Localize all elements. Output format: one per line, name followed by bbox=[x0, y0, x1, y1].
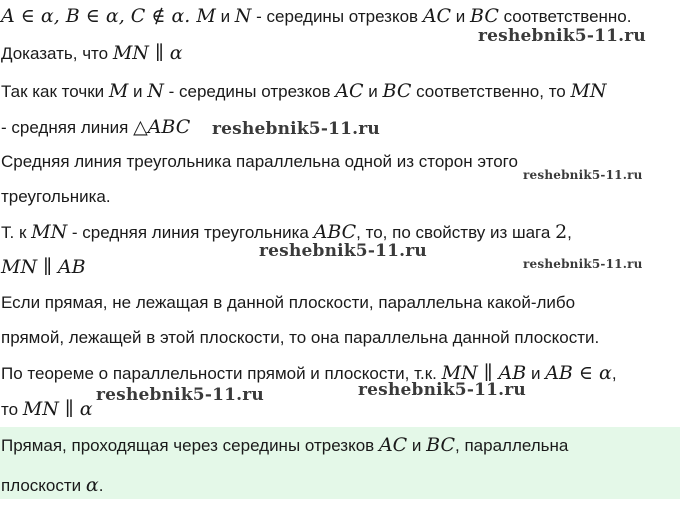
watermark: reshebnik5-11.ru bbox=[96, 385, 264, 405]
step2-line-1: Средняя линия треугольника параллельна одной из сторон этого bbox=[1, 152, 518, 171]
given-math-4: BC bbox=[470, 5, 499, 27]
conclusion-line2-text: плоскости bbox=[1, 476, 86, 495]
conclusion-math-1: AC bbox=[378, 434, 408, 456]
conclusion-line-2 bbox=[1, 474, 103, 498]
step1-math-2: N bbox=[147, 80, 164, 102]
step3-text-3: , то, по свойству из шага bbox=[356, 223, 556, 242]
conclusion-text-1: Прямая, проходящая через середины отрезков bbox=[1, 436, 379, 455]
step3-math-1: MN bbox=[31, 221, 68, 243]
step3-line-2 bbox=[1, 256, 86, 280]
step5-text-2: , bbox=[611, 364, 617, 383]
conclusion-line-1 bbox=[1, 434, 568, 458]
step3-text-2: - средняя линия треугольника bbox=[67, 223, 314, 242]
step3-line2-math: MN ∥ AB bbox=[1, 256, 86, 278]
given-text-2: соответственно. bbox=[498, 7, 632, 26]
watermark: reshebnik5-11.ru bbox=[259, 241, 427, 261]
step1-line2-math: △ABC bbox=[133, 116, 191, 138]
step3-text-1: Т. к bbox=[1, 223, 32, 242]
step1-line2-text: - средняя линия bbox=[1, 118, 134, 137]
step5-text-1: По теореме о параллельности прямой и плоскости, т.к. bbox=[1, 364, 442, 383]
step3-math-3: 2 bbox=[555, 221, 568, 243]
conclusion-line2-math: α bbox=[85, 474, 99, 496]
prove-math: MN ∥ α bbox=[112, 42, 183, 64]
step1-math-1: M bbox=[108, 80, 129, 102]
step2-line-2: треугольника. bbox=[1, 187, 111, 206]
watermark: reshebnik5-11.ru bbox=[358, 380, 526, 400]
step1-and-2: и bbox=[363, 82, 383, 101]
conclusion-text-2: , параллельна bbox=[455, 436, 569, 455]
step1-line-2 bbox=[1, 116, 190, 140]
given-math-3: AC bbox=[422, 5, 452, 27]
watermark: reshebnik5-11.ru bbox=[523, 168, 643, 182]
step1-text-1: Так как точки bbox=[1, 82, 109, 101]
given-and-2: и bbox=[451, 7, 471, 26]
conclusion-math-2: BC bbox=[426, 434, 456, 456]
step1-text-3: соответственно, то bbox=[411, 82, 571, 101]
given-math-1: A ∈ α, B ∈ α, C ∉ α. M bbox=[1, 5, 216, 27]
step3-math-2: ABC bbox=[313, 221, 357, 243]
step5-math-1: MN ∥ AB bbox=[441, 362, 527, 384]
given-text-1: - середины отрезков bbox=[251, 7, 423, 26]
watermark: reshebnik5-11.ru bbox=[523, 257, 643, 271]
step1-and-1: и bbox=[128, 82, 148, 101]
given-and-1: и bbox=[215, 7, 235, 26]
step1-math-4: BC bbox=[382, 80, 412, 102]
step1-math-3: AC bbox=[335, 80, 364, 102]
step3-text-4: , bbox=[567, 223, 572, 242]
step4-line-1: Если прямая, не лежащая в данной плоскости, параллельна какой-либо bbox=[1, 293, 576, 312]
step4-line-2: прямой, лежащей в этой плоскости, то она параллельна данной плоскости. bbox=[1, 328, 600, 347]
watermark: reshebnik5-11.ru bbox=[478, 26, 646, 46]
step5-line-2 bbox=[1, 398, 93, 422]
step1-text-2: - середины отрезков bbox=[163, 82, 336, 101]
prove-label: Доказать, что bbox=[1, 44, 113, 63]
prove-line bbox=[1, 42, 183, 66]
conclusion-line2-end: . bbox=[98, 476, 104, 495]
step5-and-1: и bbox=[526, 364, 546, 383]
given-math-2: N bbox=[234, 5, 252, 27]
conclusion-and-1: и bbox=[407, 436, 427, 455]
step1-line-1 bbox=[1, 80, 607, 104]
step5-line2-math: MN ∥ α bbox=[22, 398, 93, 420]
step1-math-5: MN bbox=[570, 80, 607, 102]
step5-line2-text: то bbox=[1, 400, 23, 419]
watermark: reshebnik5-11.ru bbox=[212, 119, 380, 139]
step5-math-2: AB ∈ α bbox=[545, 362, 612, 384]
